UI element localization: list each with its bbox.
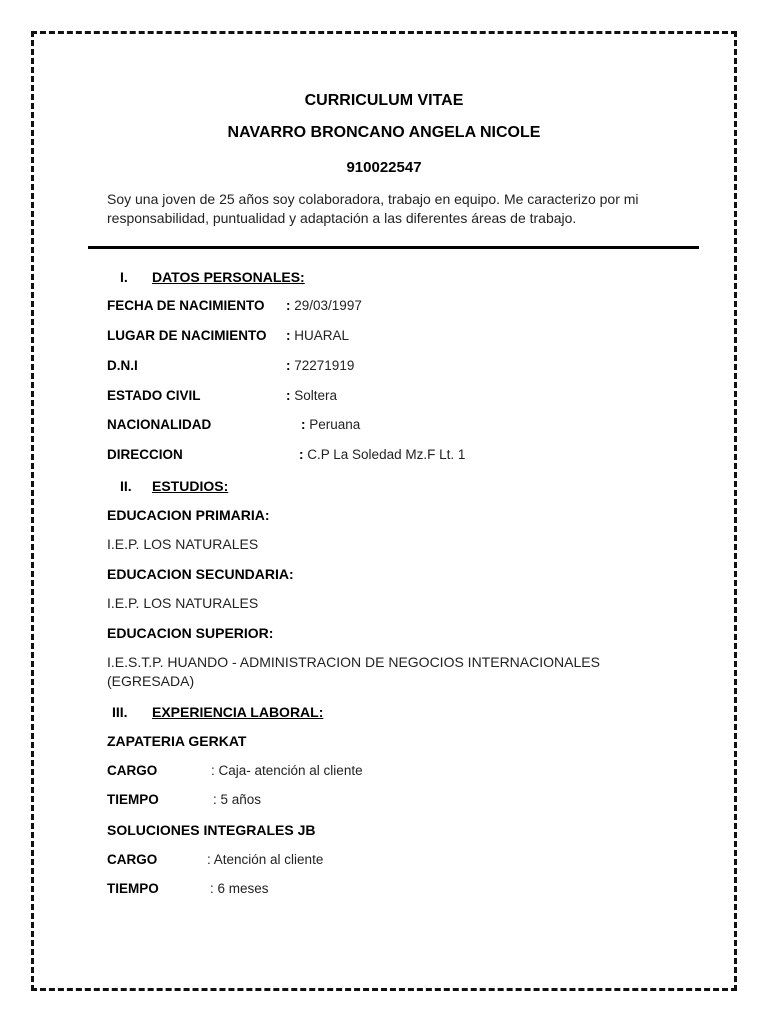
section-title: ESTUDIOS: <box>152 478 229 494</box>
field-label: D.N.I <box>107 358 138 373</box>
secondary-education-label: EDUCACION SECUNDARIA: <box>107 566 294 582</box>
section-number: III. <box>112 704 128 720</box>
field-value: : 72271919 <box>286 358 355 373</box>
field-value: : 29/03/1997 <box>286 298 362 313</box>
job-cargo-value: : Caja- atención al cliente <box>211 763 363 778</box>
field-label: LUGAR DE NACIMIENTO <box>107 328 267 343</box>
job-tiempo-value: : 5 años <box>213 792 262 807</box>
doc-title: CURRICULUM VITAE <box>304 92 464 109</box>
primary-education-value: I.E.P. LOS NATURALES <box>107 536 259 552</box>
field-value: : C.P La Soledad Mz.F Lt. 1 <box>299 447 466 462</box>
primary-education-label: EDUCACION PRIMARIA: <box>107 507 270 523</box>
job-company: ZAPATERIA GERKAT <box>107 733 247 749</box>
section-title: DATOS PERSONALES: <box>152 269 305 285</box>
phone-number: 910022547 <box>346 159 422 176</box>
person-name: NAVARRO BRONCANO ANGELA NICOLE <box>227 124 541 141</box>
job-tiempo-value: : 6 meses <box>210 881 269 896</box>
field-value: : HUARAL <box>286 328 350 343</box>
superior-education-value: I.E.S.T.P. HUANDO - ADMINISTRACION DE NEGOCIOS INTERNACIONALES (EGRESADA) <box>107 654 600 689</box>
section-title: EXPERIENCIA LABORAL: <box>152 704 324 720</box>
job-tiempo-label: TIEMPO <box>107 792 159 807</box>
profile-summary: Soy una joven de 25 años soy colaboradora, trabajo en equipo. Me caracterizo por mi responsabilidad, puntualidad y adaptación a las diferentes áreas de trabajo. <box>107 191 639 226</box>
field-label: ESTADO CIVIL <box>107 388 201 403</box>
field-label: FECHA DE NACIMIENTO <box>107 298 265 313</box>
job-cargo-value: : Atención al cliente <box>207 852 324 867</box>
field-label: NACIONALIDAD <box>107 417 212 432</box>
section-number: II. <box>120 478 132 494</box>
field-value: : Soltera <box>286 388 338 403</box>
header-divider <box>88 246 699 249</box>
field-label: DIRECCION <box>107 447 183 462</box>
superior-education-label: EDUCACION SUPERIOR: <box>107 625 274 641</box>
job-tiempo-label: TIEMPO <box>107 881 159 896</box>
secondary-education-value: I.E.P. LOS NATURALES <box>107 595 259 611</box>
job-cargo-label: CARGO <box>107 852 158 867</box>
job-company: SOLUCIONES INTEGRALES JB <box>107 822 316 838</box>
job-cargo-label: CARGO <box>107 763 158 778</box>
field-value: : Peruana <box>301 417 361 432</box>
section-number: I. <box>120 269 128 285</box>
